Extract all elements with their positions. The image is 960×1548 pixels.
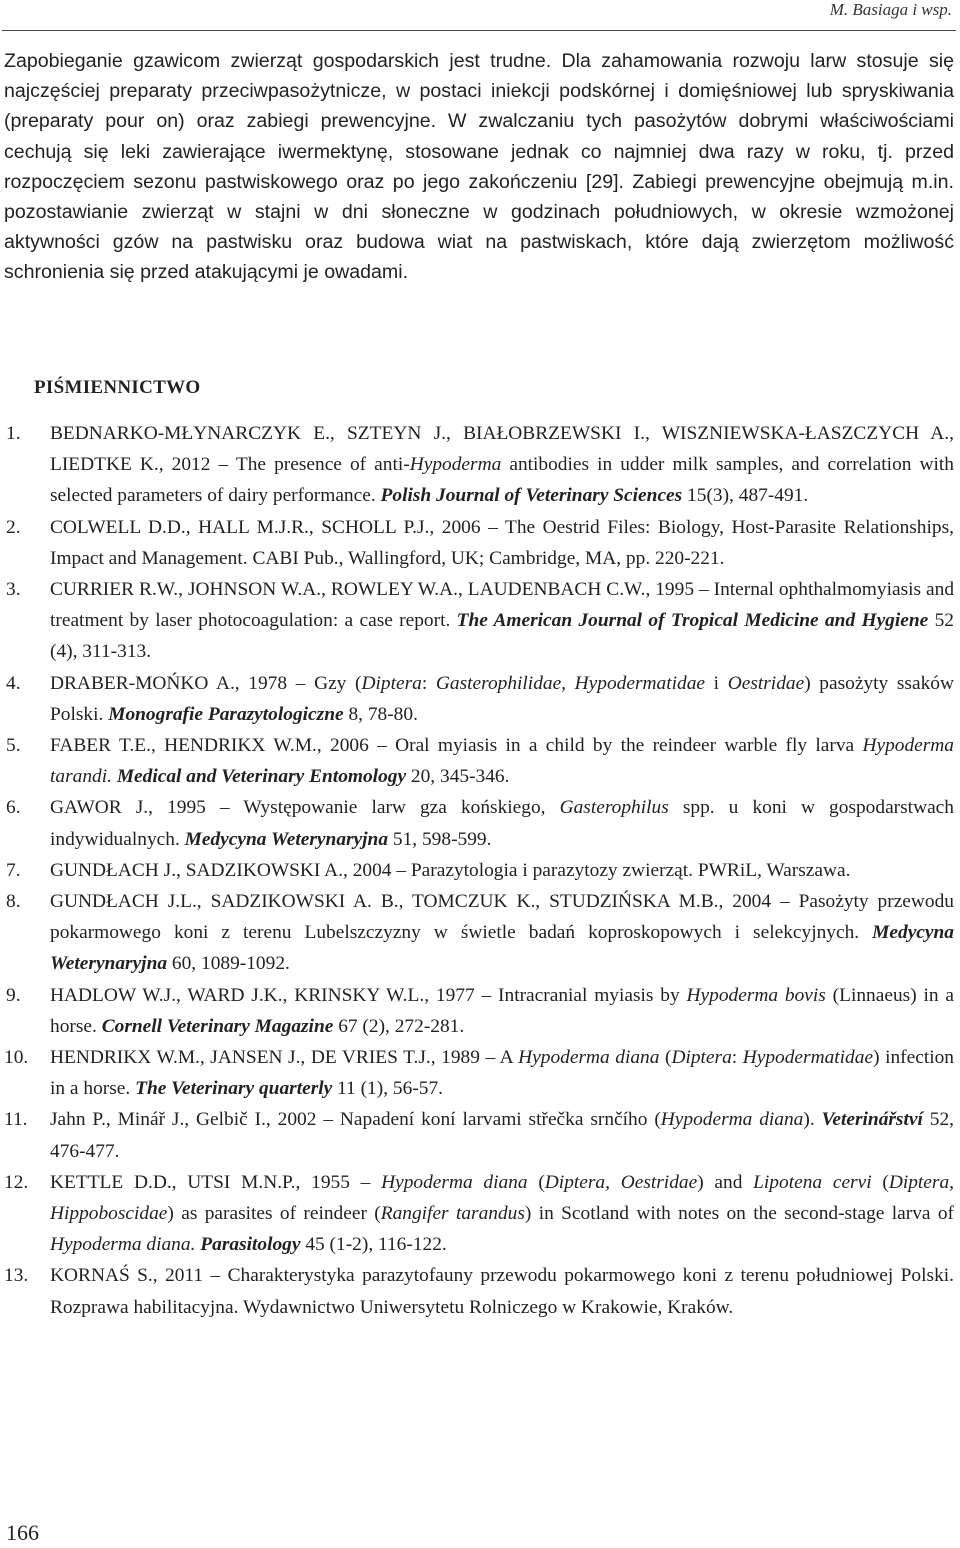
reference-journal: Cornell Veterinary Magazine	[101, 1015, 334, 1037]
reference-item	[0, 512, 954, 574]
reference-number: 9.	[6, 984, 21, 1006]
reference-text: , 2002 – Napadení koní larvami střečka srnčího (	[265, 1109, 661, 1131]
reference-number: 4.	[6, 672, 21, 694]
reference-volume-pages: 60, 1089-1092.	[167, 953, 290, 975]
reference-text: , 1977 – Intracranial myiasis by	[424, 984, 687, 1006]
reference-item	[0, 668, 954, 730]
reference-authors: GUNDŁACH J.L., SADZIKOWSKI A. B., TOMCZUK K., STUDZIŃSKA M.B.	[50, 891, 719, 913]
reference-species-name: Gasterophilus	[559, 797, 669, 819]
reference-species-name: Hypoderma	[409, 454, 502, 476]
reference-item	[0, 1167, 954, 1261]
reference-text: (	[659, 1047, 672, 1069]
reference-item	[0, 1042, 954, 1104]
reference-item	[0, 886, 954, 980]
reference-text: ) in Scotland with notes on the second-stage larva of	[524, 1203, 954, 1225]
reference-species-name: Diptera	[671, 1047, 732, 1069]
reference-text: :	[731, 1047, 743, 1069]
reference-item	[0, 730, 954, 792]
reference-volume-pages: 51, 598-599.	[388, 828, 492, 850]
reference-species-name: Lipotena cervi	[753, 1171, 872, 1193]
reference-item	[0, 792, 954, 854]
reference-journal: Parasitology	[200, 1234, 301, 1256]
references-heading: PIŚMIENNICTWO	[34, 377, 201, 398]
reference-authors: DRABER-MOŃKO A.	[50, 672, 235, 694]
reference-number: 7.	[6, 859, 21, 881]
reference-text: , 1978 – Gzy (	[234, 672, 362, 694]
reference-authors: COLWELL D.D., HALL M.J.R., SCHOLL P.J.	[50, 516, 430, 538]
reference-species-name: Hypoderma bovis	[686, 984, 826, 1006]
reference-text: (	[871, 1171, 889, 1193]
reference-species-name: Diptera	[361, 672, 422, 694]
reference-number: 11.	[4, 1109, 28, 1131]
reference-journal: The American Journal of Tropical Medicine and Hygiene	[456, 610, 929, 632]
reference-journal: Medycyna Weterynaryjna	[184, 828, 389, 850]
reference-text: ) infection in a horse.	[50, 1047, 954, 1100]
reference-species-name: Hypoderma diana	[518, 1047, 660, 1069]
reference-text: , 2006 – Oral myiasis in a child by the reindeer warble fly larva	[316, 735, 863, 757]
reference-number: 3.	[6, 579, 21, 601]
reference-item	[0, 574, 954, 668]
reference-authors: GUNDŁACH J., SADZIKOWSKI A.	[50, 859, 344, 881]
reference-authors: BEDNARKO-MŁYNARCZYK E., SZTEYN J., BIAŁOBRZEWSKI I., WISZNIEWSKA-ŁASZCZYCH A., LIEDTKE K.	[50, 423, 954, 476]
reference-journal: Polish Journal of Veterinary Sciences	[380, 485, 683, 507]
reference-number: 1.	[6, 423, 21, 444]
reference-text: ).	[803, 1109, 822, 1131]
references-list	[0, 418, 954, 1323]
reference-authors: CURRIER R.W., JOHNSON W.A., ROWLEY W.A., LAUDENBACH C.W.	[50, 579, 646, 601]
reference-journal: Monografie Parazytologiczne	[108, 703, 344, 725]
reference-text: :	[421, 672, 436, 694]
reference-text: spp. u koni w gospodarstwach indywidualnych.	[50, 797, 954, 850]
reference-text: , 2006 – The Oestrid Files: Biology, Host-Parasite Relationships, Impact and Management. CABI Pub., Wallingford, UK; Cambridge, MA, pp. 220-221.	[50, 516, 954, 569]
reference-authors: Jahn P., Minář J., Gelbič I.	[50, 1109, 266, 1131]
reference-journal: Medical and Veterinary Entomology	[116, 766, 407, 788]
reference-item	[0, 980, 954, 1042]
reference-journal: Medycyna Weterynaryjna	[50, 922, 954, 975]
reference-number: 2.	[6, 516, 21, 538]
reference-species-name: Hypoderma diana	[660, 1109, 804, 1131]
reference-journal: The Veterinary quarterly	[135, 1078, 333, 1100]
reference-number: 8.	[6, 891, 21, 913]
running-header-author: M. Basiaga i wsp.	[829, 0, 952, 19]
reference-text: , 1955 –	[295, 1171, 382, 1193]
reference-volume-pages: 15(3), 487-491.	[682, 485, 809, 507]
reference-species-name: Gasterophilidae, Hypodermatidae	[435, 672, 706, 694]
page-number: 166	[6, 1520, 39, 1545]
reference-volume-pages: 8, 78-80.	[343, 703, 418, 725]
reference-text: , 2004 – Parazytologia i parazytozy zwierząt. PWRiL, Warszawa.	[343, 859, 851, 881]
reference-authors: KORNAŚ S.	[50, 1265, 153, 1287]
reference-text: (	[527, 1171, 545, 1193]
reference-number: 12.	[4, 1171, 29, 1193]
reference-journal: Veterinářství	[821, 1109, 923, 1131]
reference-number: 10.	[4, 1047, 29, 1069]
reference-item	[0, 1260, 954, 1322]
reference-text: antibodies in udder milk samples, and correlation with selected parameters of dairy performance.	[50, 454, 954, 507]
reference-species-name: Hypoderma tarandi.	[50, 735, 955, 788]
reference-species-name: Hypodermatidae	[742, 1047, 874, 1069]
reference-authors: KETTLE D.D., UTSI M.N.P.	[50, 1171, 296, 1193]
reference-text: , 2004 – Pasożyty przewodu pokarmowego koni z terenu Lubelszczyzny w świetle badań koproskopowych i selekcyjnych.	[50, 891, 954, 944]
reference-species-name: Rangifer tarandus	[380, 1203, 525, 1225]
reference-item	[0, 855, 954, 886]
reference-text: , 2011 – Charakterystyka parazytofauny przewodu pokarmowego koni z terenu południowej Polski. Rozprawa habilitacyjna. Wydawnictwo Uniwersytetu Rolniczego w Krakowie, Kraków.	[50, 1265, 954, 1318]
reference-item	[0, 1104, 954, 1166]
reference-species-name: Diptera, Hippoboscidae	[50, 1171, 954, 1225]
reference-text: , 1995 – Internal ophthalmomyiasis and treatment by laser photocoagulation: a case report.	[50, 579, 955, 632]
reference-text: i	[705, 672, 728, 694]
reference-text: ) and	[697, 1171, 754, 1193]
reference-authors: HADLOW W.J., WARD J.K., KRINSKY W.L.	[50, 984, 425, 1006]
intro-paragraph: Zapobieganie gzawicom zwierząt gospodarskich jest trudne. Dla zahamowania rozwoju larw stosuje się najczęściej preparaty przeciwpasożytnicze, w postaci iniekcji podskórnej i domięśniowej lub spryskiwania (preparaty pour on) oraz zabiegi prewencyjne. W zwalczaniu tych pasożytów dobrymi właściwościami cechują się leki zawierające iwermektynę, stosowane jednak co najmniej dwa razy w roku, tj. przed rozpoczęciem sezonu pastwiskowego oraz po jego zakończeniu [29]. Zabiegi prewencyjne obejmują m.in. pozostawianie zwierząt w stajni w dni słoneczne w godzinach południowych, w okresie wzmożonej aktywności gzów na pastwisku oraz budowa wiat na pastwiskach, które dają zwierzętom możliwość schronienia się przed atakującymi je owadami.	[4, 50, 954, 284]
reference-text: ) as parasites of reindeer (	[167, 1203, 381, 1225]
reference-volume-pages: 52, 476-477.	[50, 1109, 954, 1162]
reference-authors: FABER T.E., HENDRIKX W.M.	[50, 735, 317, 757]
reference-volume-pages: 45 (1-2), 116-122.	[300, 1234, 447, 1256]
reference-text: , 2012 – The presence of anti-	[158, 454, 410, 476]
reference-number: 6.	[6, 797, 21, 819]
reference-number: 13.	[4, 1265, 29, 1287]
reference-volume-pages: 67 (2), 272-281.	[333, 1015, 465, 1037]
reference-authors: HENDRIKX W.M., JANSEN J., DE VRIES T.J.	[50, 1047, 431, 1069]
reference-number: 5.	[6, 735, 21, 757]
reference-species-name: Diptera, Oestridae	[544, 1171, 698, 1193]
reference-species-name: Hypoderma diana	[381, 1171, 528, 1193]
reference-volume-pages: 52 (4), 311-313.	[50, 610, 954, 663]
header-rule	[2, 30, 956, 31]
reference-item	[0, 418, 954, 512]
reference-volume-pages: 11 (1), 56-57.	[332, 1078, 443, 1100]
reference-volume-pages: 20, 345-346.	[406, 766, 510, 788]
reference-authors: GAWOR J.	[50, 797, 149, 819]
reference-text: , 1995 – Występowanie larw gza końskiego,	[148, 797, 560, 819]
reference-species-name: Oestridae	[727, 672, 805, 694]
reference-species-name: Hypoderma diana.	[50, 1234, 196, 1256]
reference-text: (Linnaeus) in a horse.	[50, 984, 955, 1037]
reference-text: ) pasożyty ssaków Polski.	[50, 672, 954, 725]
reference-text: , 1989 – A	[430, 1047, 519, 1069]
